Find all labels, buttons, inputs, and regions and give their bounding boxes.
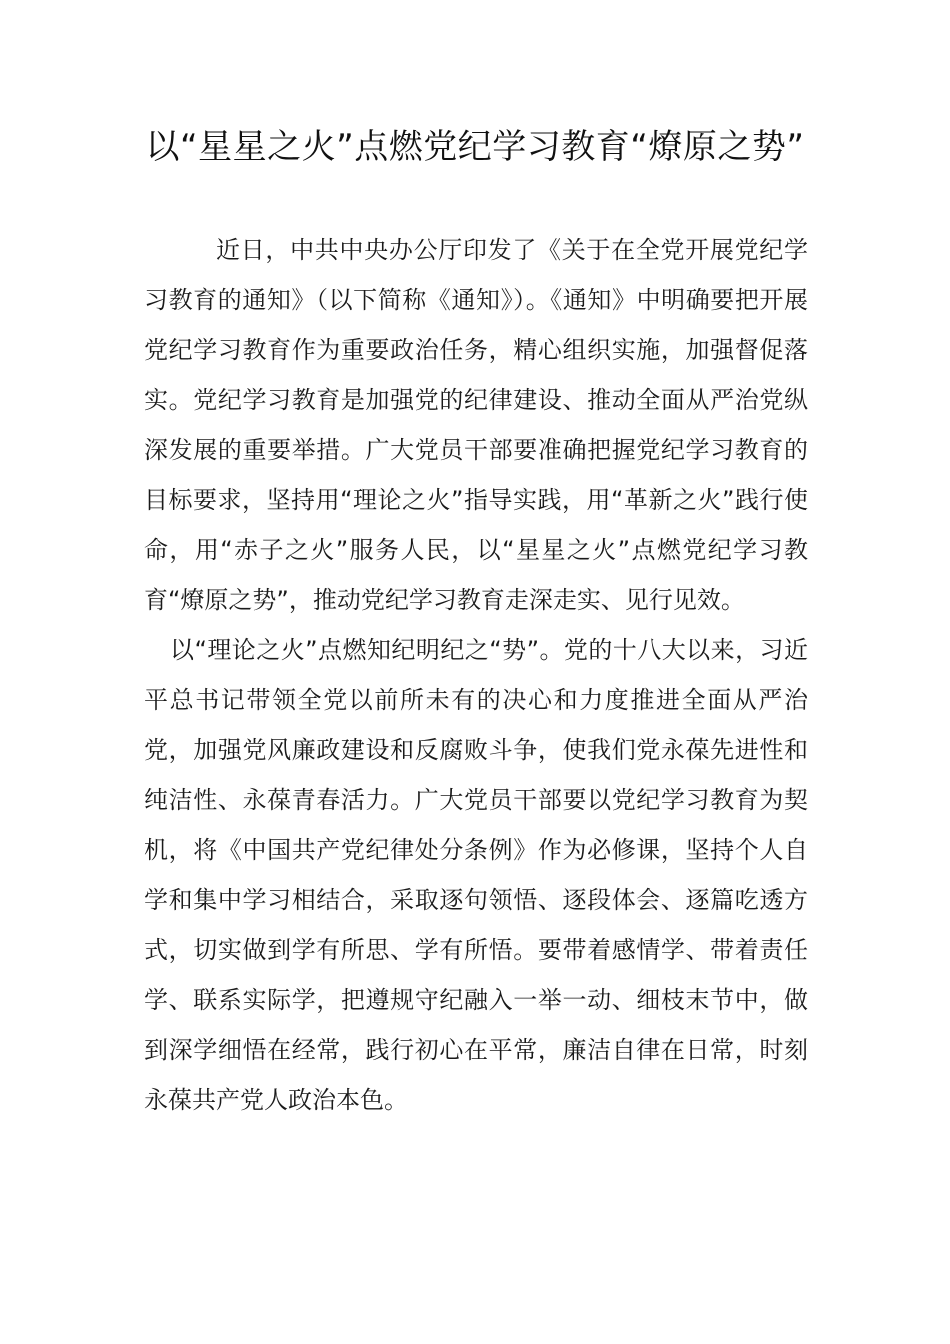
paragraph-theory-fire: 以“理论之火”点燃知纪明纪之“势”。党的十八大以来，习近平总书记带领全党以前所未有的决心和力度推进全面从严治党，加强党风廉政建设和反腐败斗争，使我们党永葆先进性和纯洁性、永葆青春活力。广大党员干部要以党纪学习教育为契机，将《中国共产党纪律处分条例》作为必修课，坚持个人自学和集中学习相结合，采取逐句领悟、逐段体会、逐篇吃透方式，切实做到学有所思、学有所悟。要带着感情学、带着责任学、联系实际学，把遵规守纪融入一举一动、细枝末节中，做到深学细悟在经常，践行初心在平常，廉洁自律在日常，时刻永葆共产党人政治本色。 [144,636,808,1114]
document-body [144,225,808,1125]
paragraph-intro: 近日，中共中央办公厅印发了《关于在全党开展党纪学习教育的通知》（以下简称《通知》）。《通知》中明确要把开展党纪学习教育作为重要政治任务，精心组织实施，加强督促落实。党纪学习教育是加强党的纪律建设、推动全面从严治党纵深发展的重要举措。广大党员干部要准确把握党纪学习教育的目标要求，坚持用“理论之火”指导实践，用“革新之火”践行使命，用“赤子之火”服务人民，以“星星之火”点燃党纪学习教育“燎原之势”，推动党纪学习教育走深走实、见行见效。 [144,236,808,614]
document-title: 以“星星之火”点燃党纪学习教育“燎原之势” [145,127,805,167]
